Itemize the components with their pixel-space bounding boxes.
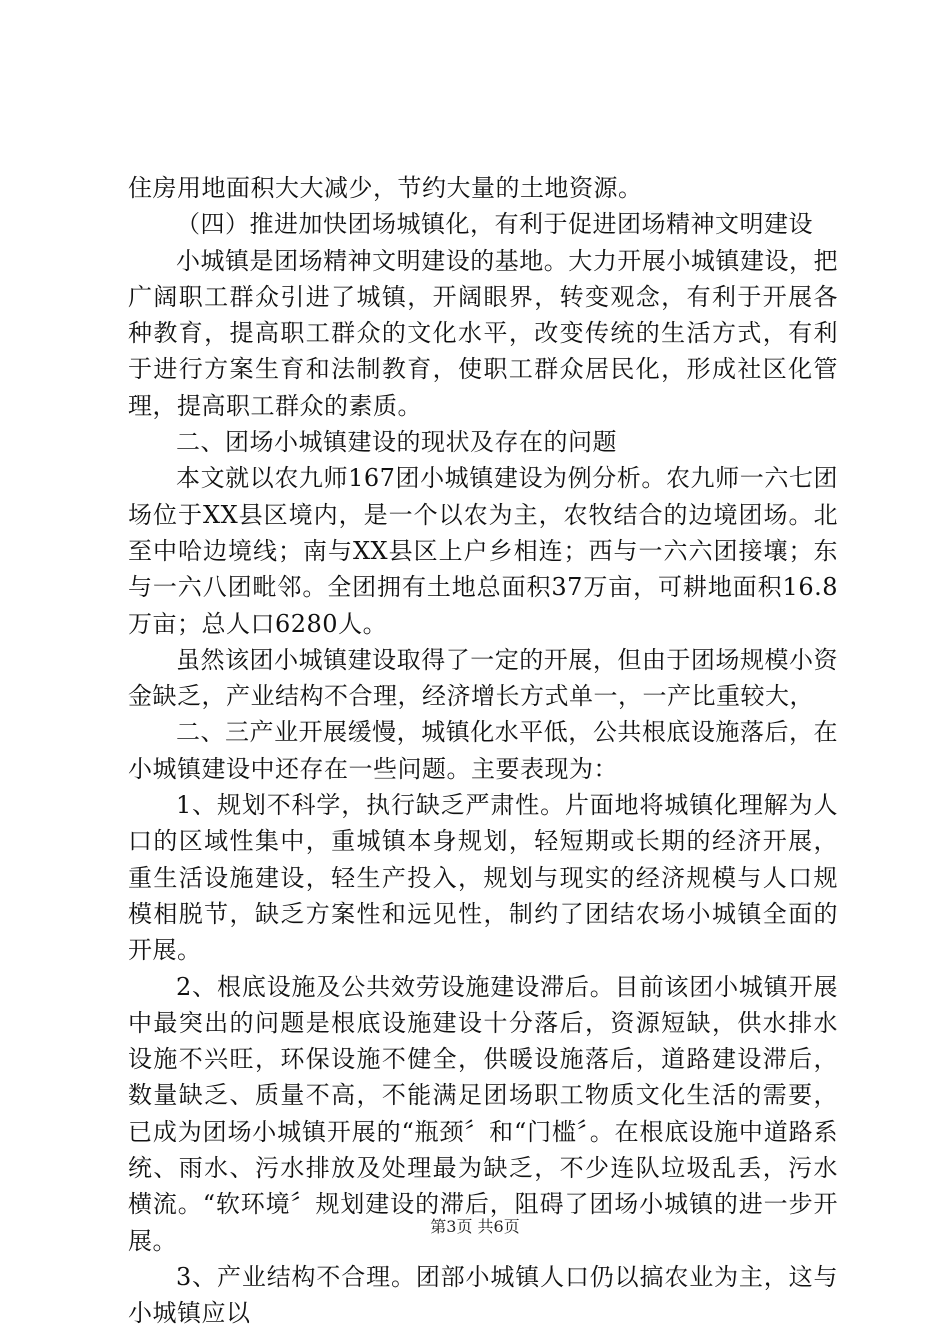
section-heading-2: 二、团场小城镇建设的现状及存在的问题: [176, 428, 617, 457]
paragraph-8: 2、根底设施及公共效劳设施建设滞后。目前该团小城镇开展中最突出的问题是根底设施建设十分落后，资源短缺，供水排水设施不兴旺，环保设施不健全，供暖设施落后，道路建设滞后，数量缺乏、质量不高，不能满足团场职工物质文化生活的需要，已成为团场小城镇开展的“瓶颈〞和“门槛〞。在根底设施中道路系统、雨水、污水排放及处理最为缺乏，不少连队垃圾乱丢，污水横流。“软环境〞规划建设的滞后，阻碍了团场小城镇的进一步开展。: [128, 972, 838, 1255]
document-body: [128, 170, 838, 1332]
page-number-footer: 第3页 共6页: [430, 1217, 520, 1236]
paragraph-9: 3、产业结构不合理。团部小城镇人口仍以搞农业为主，这与小城镇应以: [128, 1262, 838, 1328]
paragraph-5: 虽然该团小城镇建设取得了一定的开展，但由于团场规模小资金缺乏，产业结构不合理，经济增长方式单一，一产比重较大，: [128, 645, 838, 711]
paragraph-3: 小城镇是团场精神文明建设的基地。大力开展小城镇建设，把广阔职工群众引进了城镇，开阔眼界，转变观念，有利于开展各种教育，提高职工群众的文化水平，改变传统的生活方式，有利于进行方案生育和法制教育，使职工群众居民化，形成社区化管理，提高职工群众的素质。: [128, 246, 838, 420]
paragraph-6: 二、三产业开展缓慢，城镇化水平低，公共根底设施落后，在小城镇建设中还存在一些问题。主要表现为：: [128, 718, 838, 783]
paragraph-2: （四）推进加快团场城镇化，有利于促进团场精神文明建设: [176, 210, 813, 239]
paragraph-7: 1、规划不科学，执行缺乏严肃性。片面地将城镇化理解为人口的区域性集中，重城镇本身规划，轻短期或长期的经济开展，重生活设施建设，轻生产投入，规划与现实的经济规模与人口规模相脱节，缺乏方案性和远见性，制约了团结农场小城镇全面的开展。: [128, 791, 838, 965]
paragraph-4: 本文就以农九师167团小城镇建设为例分析。农九师一六七团场位于XX县区境内，是一个以农为主，农牧结合的边境团场。北至中哈边境线；南与XX县区上户乡相连；西与一六六团接壤；东与一六八团毗邻。全团拥有土地总面积37万亩，可耕地面积16.8万亩；总人口6280人。: [128, 464, 838, 638]
paragraph-1: 住房用地面积大大减少，节约大量的土地资源。: [128, 174, 643, 202]
